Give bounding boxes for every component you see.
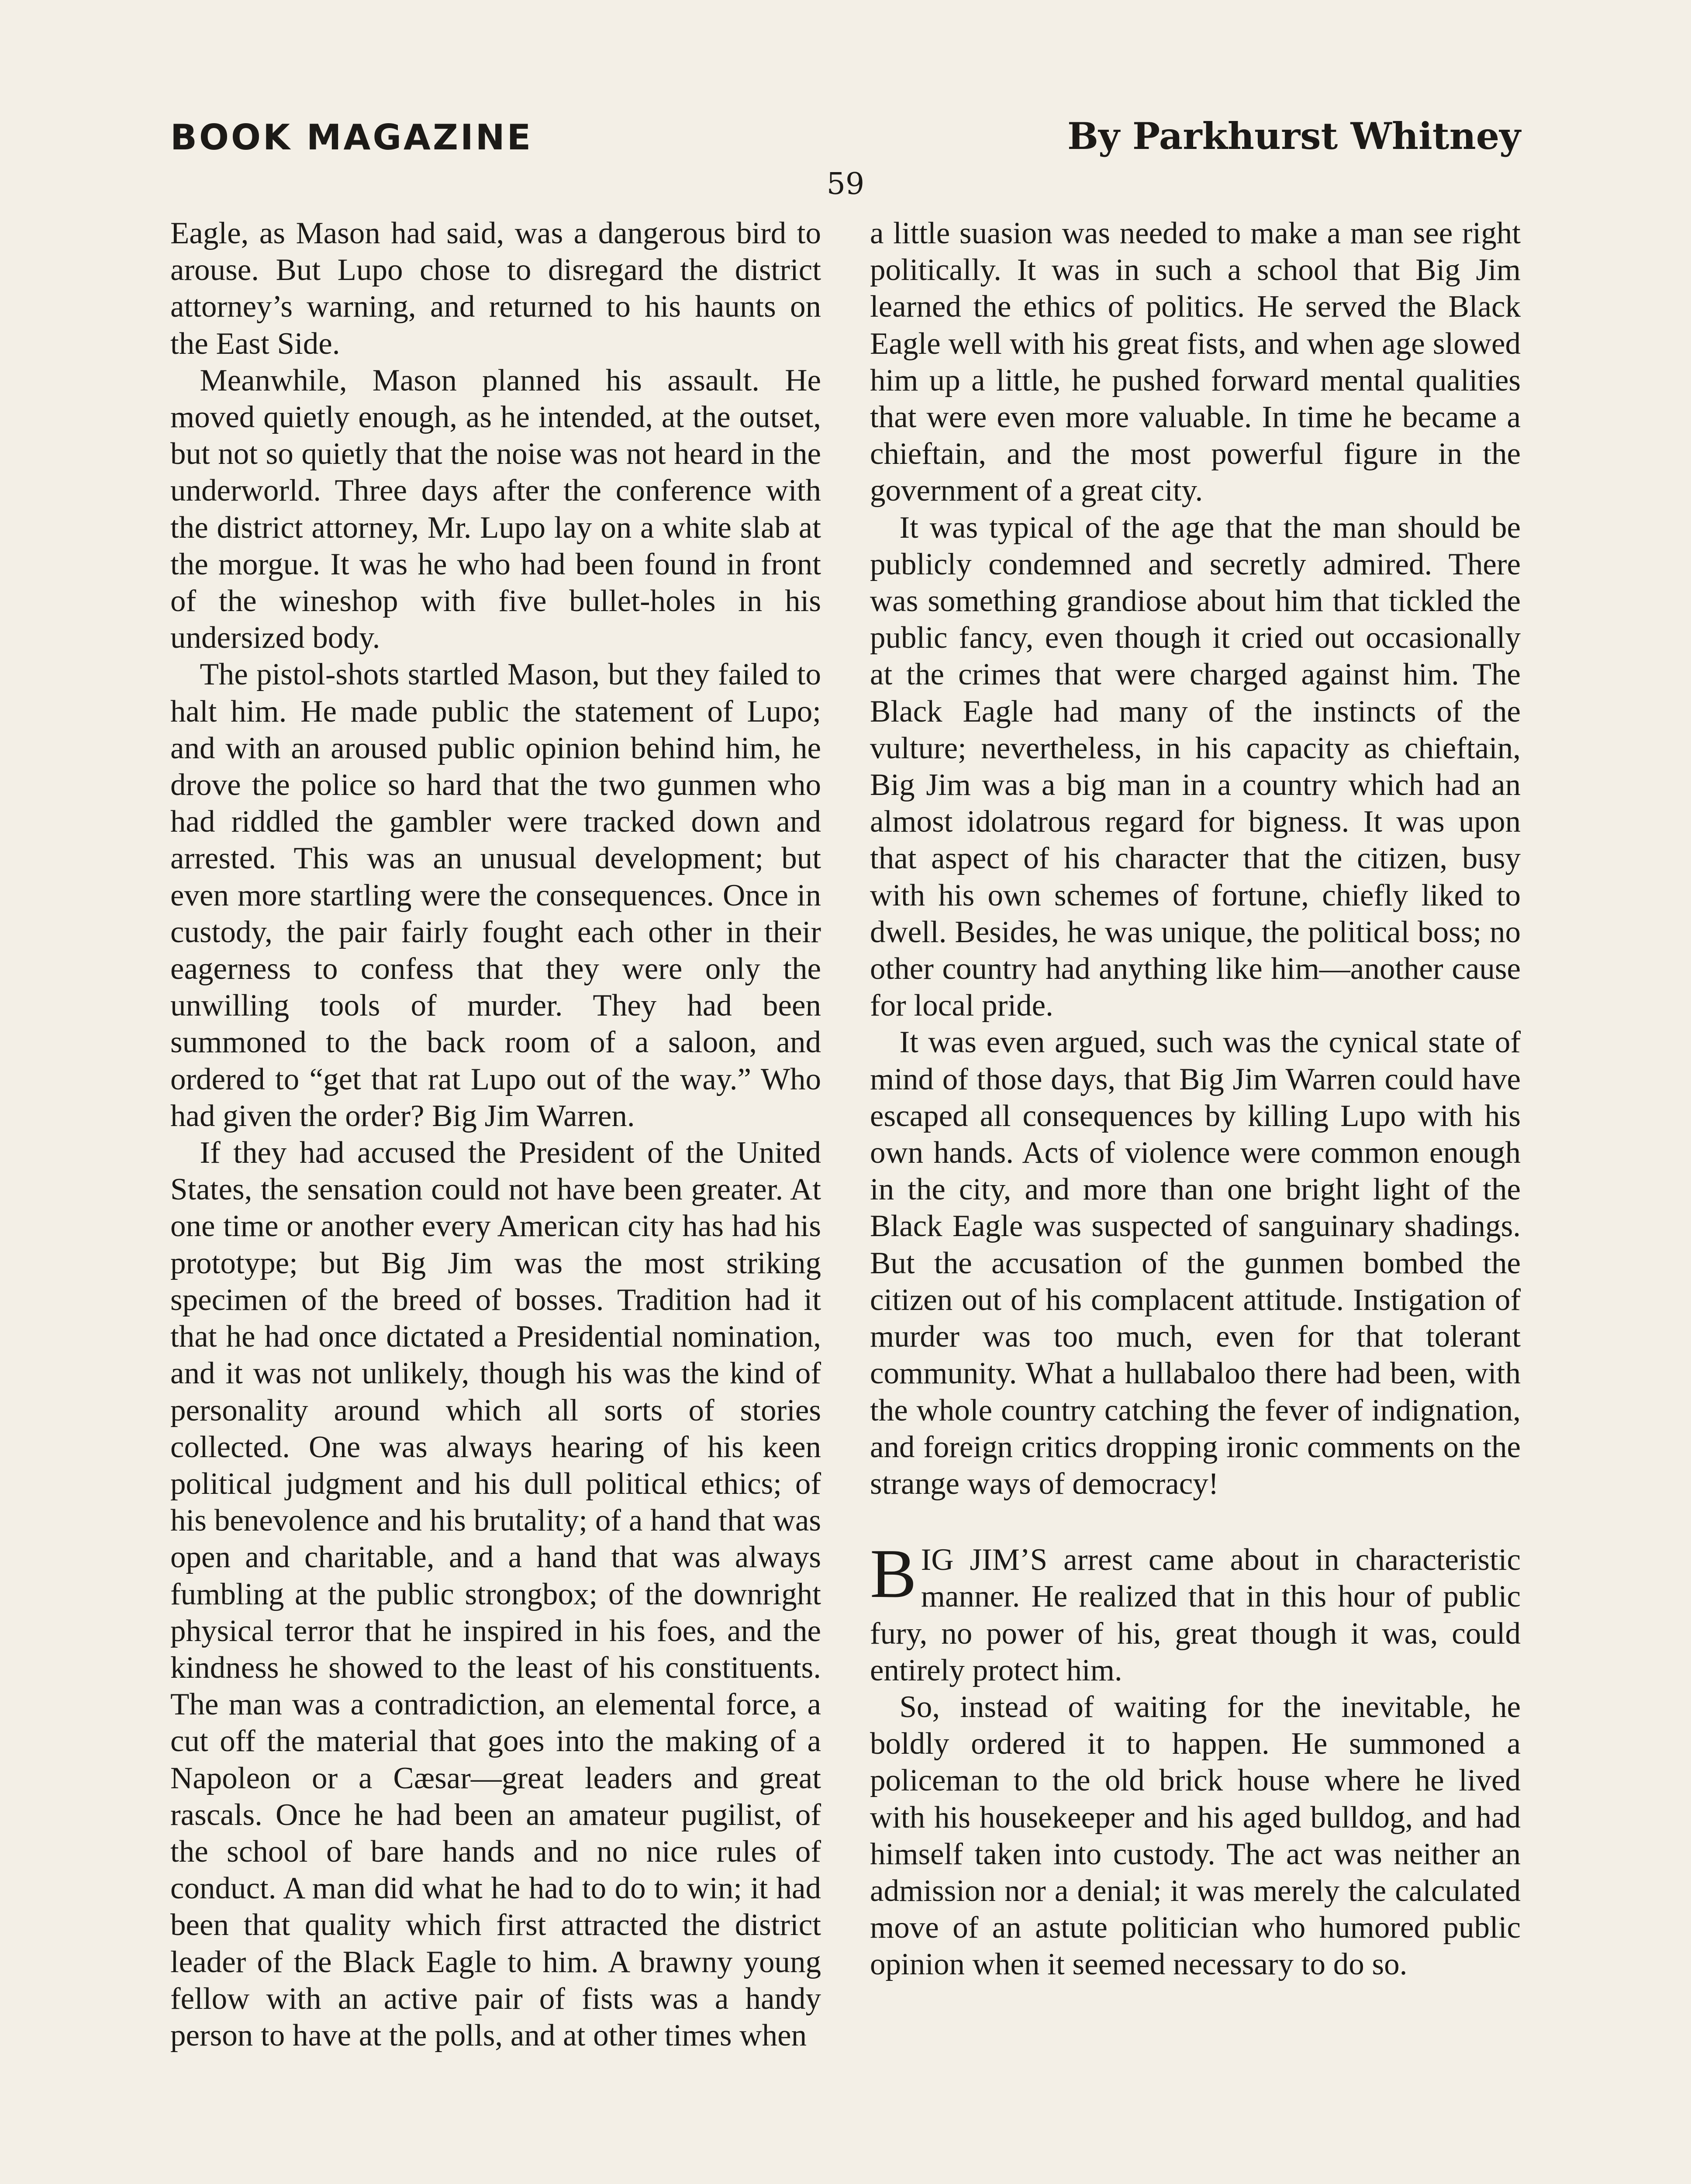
author-byline: By Parkhurst Whitney [1067, 114, 1521, 158]
paragraph: The pistol-shots startled Mason, but they failed to halt him. He made public the statement of Lupo; and with an aroused public opinion behind him, he drove the police so hard that the two gunmen who had riddled the gambler were tracked down and arrested. This was an unusual development; but even more startling were the consequences. Once in custody, the pair fairly fought each other in their eagerness to confess that they were only the unwilling tools of murder. They had been summoned to the back room of a saloon, and ordered to “get that rat Lupo out of the way.” Who had given the order? Big Jim Warren. [170, 657, 821, 1133]
paragraph: If they had accused the President of the United States, the sensation could not have been greater. At one time or another every American city has had his prototype; but Big Jim was the most striking specimen of the breed of bosses. Tradition had it that he had once dictated a Presidential nomination, and it was not unlikely, though his was the kind of personality around which all sorts of stories collected. One was always hearing of his keen political judgment and his dull political ethics; of his benevolence and his brutality; of a hand that was open and charitable, and a hand that was always fumbling at the public strongbox; of the downright physical terror that he inspired in his foes, and the kindness he showed to the least of his constituents. The man was a contradiction, an elemental force, a cut off the material that goes into the making of a Napoleon or a Cæsar—great leaders and great rascals. Once he had been an amateur pugilist, of the school of bare hands and no nice rules of conduct. A man did what he had to do to win; it had been that quality which first attracted the district leader of the Black Eagle to him. A brawny young fellow with an active pair of fists was a handy person to have at the polls, and at other times when [170, 1136, 821, 2053]
paragraph: Meanwhile, Mason planned his assault. He moved quietly enough, as he intended, at the outset, but not so quietly that the noise was not heard in the underworld. Three days after the conference with the district attorney, Mr. Lupo lay on a white slab at the morgue. It was he who had been found in front of the wineshop with five bullet-holes in his undersized body. [170, 363, 821, 655]
section-break [870, 1502, 1521, 1541]
right-column [870, 215, 1521, 1983]
paragraph: a little suasion was needed to make a man see right politically. It was in such a school that Big Jim learned the ethics of politics. He served the Black Eagle well with his great fists, and when age slowed him up a little, he pushed forward mental qualities that were even more valuable. In time he became a chieftain, and the most powerful figure in the government of a great city. [870, 216, 1521, 508]
magazine-title: BOOK MAGAZINE [170, 117, 533, 158]
left-column [170, 215, 821, 2054]
paragraph: Eagle, as Mason had said, was a dangerous bird to arouse. But Lupo chose to disregard the district attorney’s warning, and returned to his haunts on the East Side. [170, 216, 821, 361]
paragraph: So, instead of waiting for the inevitable, he boldly ordered it to happen. He summoned a policeman to the old brick house where he lived with his housekeeper and his aged bulldog, and had himself taken into custody. The act was neither an admission nor a denial; it was merely the calculated move of an astute politician who humored public opinion when it seemed necessary to do so. [870, 1690, 1521, 1982]
paragraph: It was typical of the age that the man should be publicly condemned and secretly admired. There was something grandiose about him that tickled the public fancy, even though it cried out occasionally at the crimes that were charged against him. The Black Eagle had many of the instincts of the vulture; nevertheless, in his capacity as chieftain, Big Jim was a big man in a country which had an almost idolatrous regard for bigness. It was upon that aspect of his character that the citizen, busy with his own schemes of fortune, chiefly liked to dwell. Besides, he was unique, the political boss; no other country had anything like him—another cause for local pride. [870, 510, 1521, 1023]
dropcap-paragraph-text: IG JIM’S arrest came about in characteristic manner. He realized that in this hour of public fury, no power of his, great though it was, could entirely protect him. [870, 1543, 1521, 1687]
dropcap-paragraph [870, 1534, 1521, 1689]
drop-cap: B [870, 1534, 917, 1613]
page-number: 59 [826, 167, 865, 201]
paragraph: It was even argued, such was the cynical state of mind of those days, that Big Jim Warren could have escaped all consequences by killing Lupo with his own hands. Acts of violence were common enough in the city, and more than one bright light of the Black Eagle was suspected of sanguinary shadings. But the accusation of the gunmen bombed the citizen out of his complacent attitude. Instigation of murder was too much, even for that tolerant community. What a hullabaloo there had been, with the whole country catching the fever of indignation, and foreign critics dropping ironic comments on the strange ways of democracy! [870, 1025, 1521, 1501]
